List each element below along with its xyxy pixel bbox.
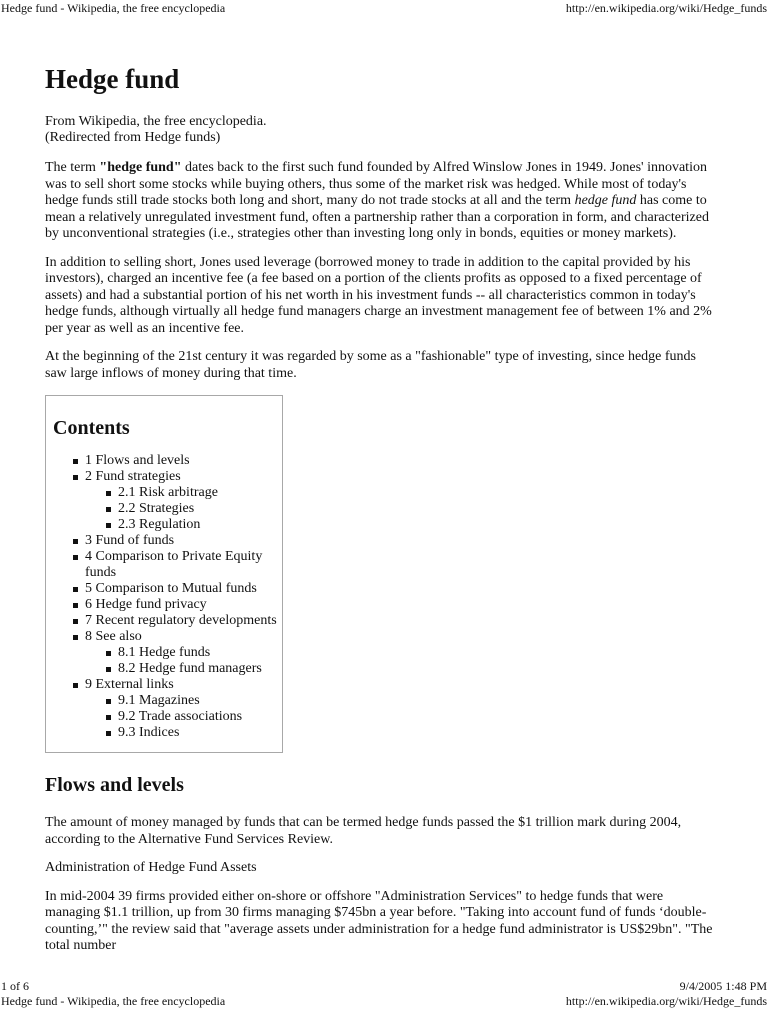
- toc-item-label[interactable]: 8.1 Hedge funds: [118, 645, 211, 660]
- toc-item[interactable]: [53, 693, 282, 709]
- page-title: Hedge fund: [45, 64, 180, 94]
- toc-item[interactable]: [53, 501, 282, 517]
- article-content: [45, 62, 715, 955]
- toc-item[interactable]: [53, 677, 282, 693]
- bullet-icon: [106, 731, 111, 736]
- next-page-header-title: Hedge fund - Wikipedia, the free encyclopedia: [1, 994, 226, 1008]
- bullet-icon: [73, 683, 78, 688]
- toc-item-label[interactable]: 5 Comparison to Mutual funds: [85, 581, 257, 596]
- site-subtitle: [45, 114, 715, 146]
- toc-item-label[interactable]: 9.1 Magazines: [118, 693, 200, 708]
- toc-item-label[interactable]: 8.2 Hedge fund managers: [118, 661, 262, 676]
- bullet-icon: [73, 635, 78, 640]
- toc-title: Contents: [53, 417, 130, 439]
- bullet-icon: [73, 555, 78, 560]
- toc-item[interactable]: [53, 533, 282, 549]
- toc-item-label[interactable]: 2 Fund strategies: [85, 469, 181, 484]
- toc-item[interactable]: [53, 549, 282, 581]
- section-heading-flows-and-levels: Flows and levels: [45, 774, 184, 796]
- toc-item-label[interactable]: 9.3 Indices: [118, 725, 180, 740]
- bullet-icon: [106, 523, 111, 528]
- bullet-icon: [73, 475, 78, 480]
- section-paragraph-1: The amount of money managed by funds that can be termed hedge funds passed the $1 trillion mark during 2004, according to the Alternative Fund Services Review.: [45, 815, 682, 847]
- intro-paragraph-1: The term "hedge fund" dates back to the first such fund founded by Alfred Winslow Jones in 1949. Jones' innovation was to sell short some stocks while buying others, thus some of the market risk was hedged. While most of today's hedge funds still trade stocks both long and short, many do not trade stocks at all and the term hedge fund has come to mean a relatively unregulated investment fund, often a partnership rather than a corporation in form, and characterized by unconventional strategies (i.e., strategies other than investing long only in bonds, equities or money markets).: [45, 160, 709, 241]
- toc-list: [53, 453, 282, 741]
- toc-item-label[interactable]: 6 Hedge fund privacy: [85, 597, 207, 612]
- toc-item[interactable]: [53, 629, 282, 645]
- toc-item[interactable]: [53, 517, 282, 533]
- from-wikipedia: From Wikipedia, the free encyclopedia.: [45, 114, 267, 129]
- toc-item[interactable]: [53, 453, 282, 469]
- toc-item-label[interactable]: 1 Flows and levels: [85, 453, 190, 468]
- section-paragraph-2: Administration of Hedge Fund Assets: [45, 860, 257, 875]
- toc-item[interactable]: [53, 469, 282, 485]
- bullet-icon: [106, 715, 111, 720]
- toc-item-label[interactable]: 7 Recent regulatory developments: [85, 613, 277, 628]
- page-number: 1 of 6: [1, 979, 29, 993]
- bullet-icon: [106, 651, 111, 656]
- print-datetime: 9/4/2005 1:48 PM: [679, 979, 767, 993]
- toc-item[interactable]: [53, 485, 282, 501]
- toc-item[interactable]: [53, 725, 282, 741]
- bullet-icon: [73, 459, 78, 464]
- toc-item-label[interactable]: 4 Comparison to Private Equity funds: [85, 549, 263, 580]
- intro-paragraph-3: At the beginning of the 21st century it was regarded by some as a "fashionable" type of investing, since hedge funds saw large inflows of money during that time.: [45, 349, 696, 381]
- toc-item[interactable]: [53, 597, 282, 613]
- intro-paragraph-2: In addition to selling short, Jones used leverage (borrowed money to trade in addition to the capital provided by his investors), charged an incentive fee (a fee based on a portion of the clients profits as opposed to a fixed percentage of assets) and had a substantial portion of his net worth in his investment funds -- all characteristics common in today's hedge funds, although virtually all hedge fund managers charge an investment management fee of between 1% and 2% per year as well as an incentive fee.: [45, 254, 712, 336]
- term-hedge-fund: "hedge fund": [99, 160, 182, 175]
- bullet-icon: [106, 491, 111, 496]
- bullet-icon: [73, 619, 78, 624]
- toc-item[interactable]: [53, 645, 282, 661]
- toc-item[interactable]: [53, 581, 282, 597]
- toc-item[interactable]: [53, 709, 282, 725]
- toc-item-label[interactable]: 9 External links: [85, 677, 174, 692]
- toc-item-label[interactable]: 3 Fund of funds: [85, 533, 175, 548]
- toc-item[interactable]: [53, 613, 282, 629]
- term-hedge-fund-italic: hedge fund: [574, 193, 637, 208]
- table-of-contents: [45, 395, 283, 753]
- toc-item-label[interactable]: 2.3 Regulation: [118, 517, 201, 532]
- print-header-title: Hedge fund - Wikipedia, the free encyclopedia: [1, 1, 226, 15]
- redirect-note: (Redirected from Hedge funds): [45, 130, 221, 145]
- toc-item-label[interactable]: 8 See also: [85, 629, 142, 644]
- section-paragraph-3: In mid-2004 39 firms provided either on-shore or offshore "Administration Services" to hedge funds that were managing $1.1 trillion, up from 30 firms managing $745bn a year before. "Taking into account fund of funds ‘double-counting,’" the review said that "average assets under administration for a hedge fund administrator is US$29bn". "The total number: [45, 888, 713, 953]
- next-page-header-url[interactable]: http://en.wikipedia.org/wiki/Hedge_funds: [565, 994, 767, 1008]
- toc-item[interactable]: [53, 661, 282, 677]
- bullet-icon: [106, 699, 111, 704]
- toc-item-label[interactable]: 2.1 Risk arbitrage: [118, 485, 218, 500]
- bullet-icon: [106, 667, 111, 672]
- bullet-icon: [106, 507, 111, 512]
- bullet-icon: [73, 587, 78, 592]
- toc-item-label[interactable]: 9.2 Trade associations: [118, 709, 243, 724]
- toc-item-label[interactable]: 2.2 Strategies: [118, 501, 195, 516]
- bullet-icon: [73, 603, 78, 608]
- bullet-icon: [73, 539, 78, 544]
- print-header-url[interactable]: http://en.wikipedia.org/wiki/Hedge_funds: [565, 1, 767, 15]
